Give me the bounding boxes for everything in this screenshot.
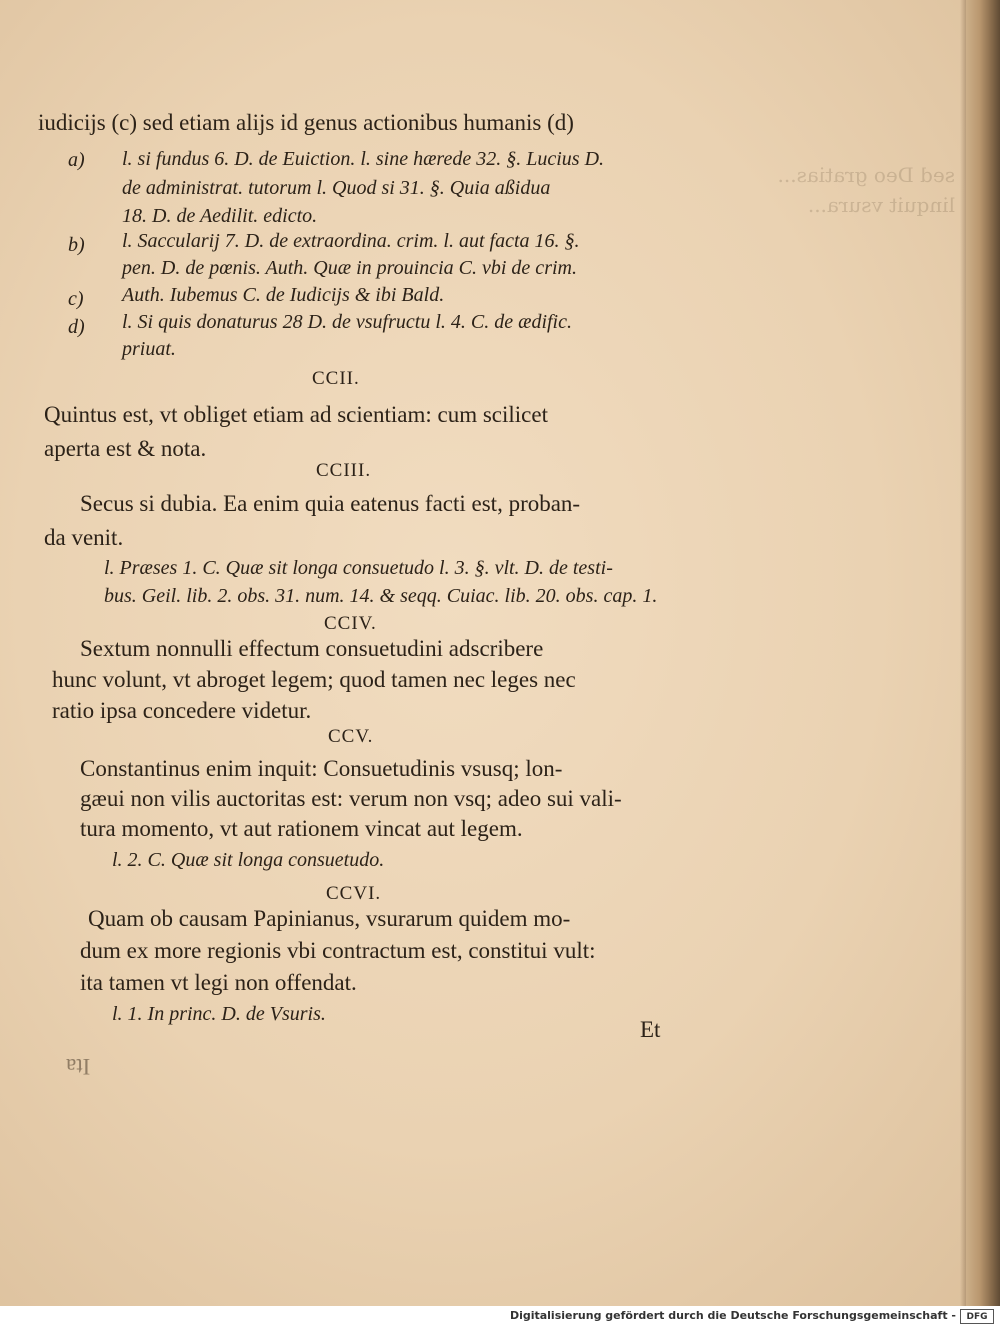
text-line: dum ex more regionis vbi contractum est, constitui vult: bbox=[80, 938, 596, 963]
footnote-line: pen. D. de pœnis. Auth. Quæ in prouincia C. vbi de crim. bbox=[122, 257, 577, 279]
footnote-marker: b) bbox=[68, 234, 85, 256]
funding-credit: Digitalisierung gefördert durch die Deutsche Forschungsgemeinschaft - bbox=[509, 1309, 956, 1322]
text-line: gæui non vilis auctoritas est: verum non vsq; adeo sui vali- bbox=[80, 786, 622, 811]
text-line: Quam ob causam Papinianus, vsurarum quidem mo- bbox=[88, 906, 571, 931]
footnote-line: Auth. Iubemus C. de Iudicijs & ibi Bald. bbox=[122, 284, 445, 306]
footnote-line: priuat. bbox=[122, 338, 176, 360]
citation-line: l. 2. C. Quæ sit longa consuetudo. bbox=[112, 849, 385, 871]
footnote-line: de administrat. tutorum l. Quod si 31. §. Quia aßidua bbox=[122, 177, 551, 199]
bleed-through-catchword: Ita bbox=[66, 1054, 91, 1079]
text-line: Quintus est, vt obliget etiam ad scientiam: cum scilicet bbox=[44, 402, 548, 427]
footnote-marker: a) bbox=[68, 149, 85, 171]
text-line: aperta est & nota. bbox=[44, 436, 207, 461]
footnote-line: l. Saccularij 7. D. de extraordina. crim. l. aut facta 16. §. bbox=[122, 230, 580, 252]
text-line: tura momento, vt aut rationem vincat aut legem. bbox=[80, 816, 523, 841]
text-line: ratio ipsa concedere videtur. bbox=[52, 698, 312, 723]
citation-line: l. 1. In princ. D. de Vsuris. bbox=[112, 1003, 326, 1025]
section-number: CCIV. bbox=[324, 613, 377, 634]
text-line: Constantinus enim inquit: Consuetudinis vsusq; lon- bbox=[80, 756, 563, 781]
section-number: CCVI. bbox=[326, 883, 382, 904]
section-number: CCIII. bbox=[316, 460, 372, 481]
text-line: Sextum nonnulli effectum consuetudini adscribere bbox=[80, 636, 544, 661]
text-line: hunc volunt, vt abroget legem; quod tamen nec leges nec bbox=[52, 667, 576, 692]
text-line: iudicijs (c) sed etiam alijs id genus actionibus humanis (d) bbox=[38, 110, 574, 135]
footnote-marker: d) bbox=[68, 316, 85, 338]
footnote-line: l. Si quis donaturus 28 D. de vsufructu l. 4. C. de ædific. bbox=[122, 311, 572, 333]
citation-line: bus. Geil. lib. 2. obs. 31. num. 14. & seqq. Cuiac. lib. 20. obs. cap. 1. bbox=[104, 585, 658, 607]
footer-bar bbox=[0, 1306, 1000, 1327]
bleed-through-text: sed Deo gratias... linquit vsura... bbox=[777, 163, 955, 217]
text-line: ita tamen vt legi non offendat. bbox=[80, 970, 357, 995]
text-line: da venit. bbox=[44, 525, 124, 550]
footnote-line: l. si fundus 6. D. de Euiction. l. sine hærede 32. §. Lucius D. bbox=[122, 148, 605, 170]
footnote-line: 18. D. de Aedilit. edicto. bbox=[122, 205, 318, 227]
page-edge bbox=[966, 0, 1000, 1306]
footnote-marker: c) bbox=[68, 288, 84, 310]
catchword: Et bbox=[640, 1017, 661, 1042]
citation-line: l. Præses 1. C. Quæ sit longa consuetudo l. 3. §. vlt. D. de testi- bbox=[104, 557, 613, 579]
section-number: CCV. bbox=[328, 726, 374, 747]
text-line: Secus si dubia. Ea enim quia eatenus facti est, proban- bbox=[80, 491, 581, 516]
dfg-logo: DFG bbox=[960, 1309, 994, 1324]
section-number: CCII. bbox=[312, 368, 360, 389]
